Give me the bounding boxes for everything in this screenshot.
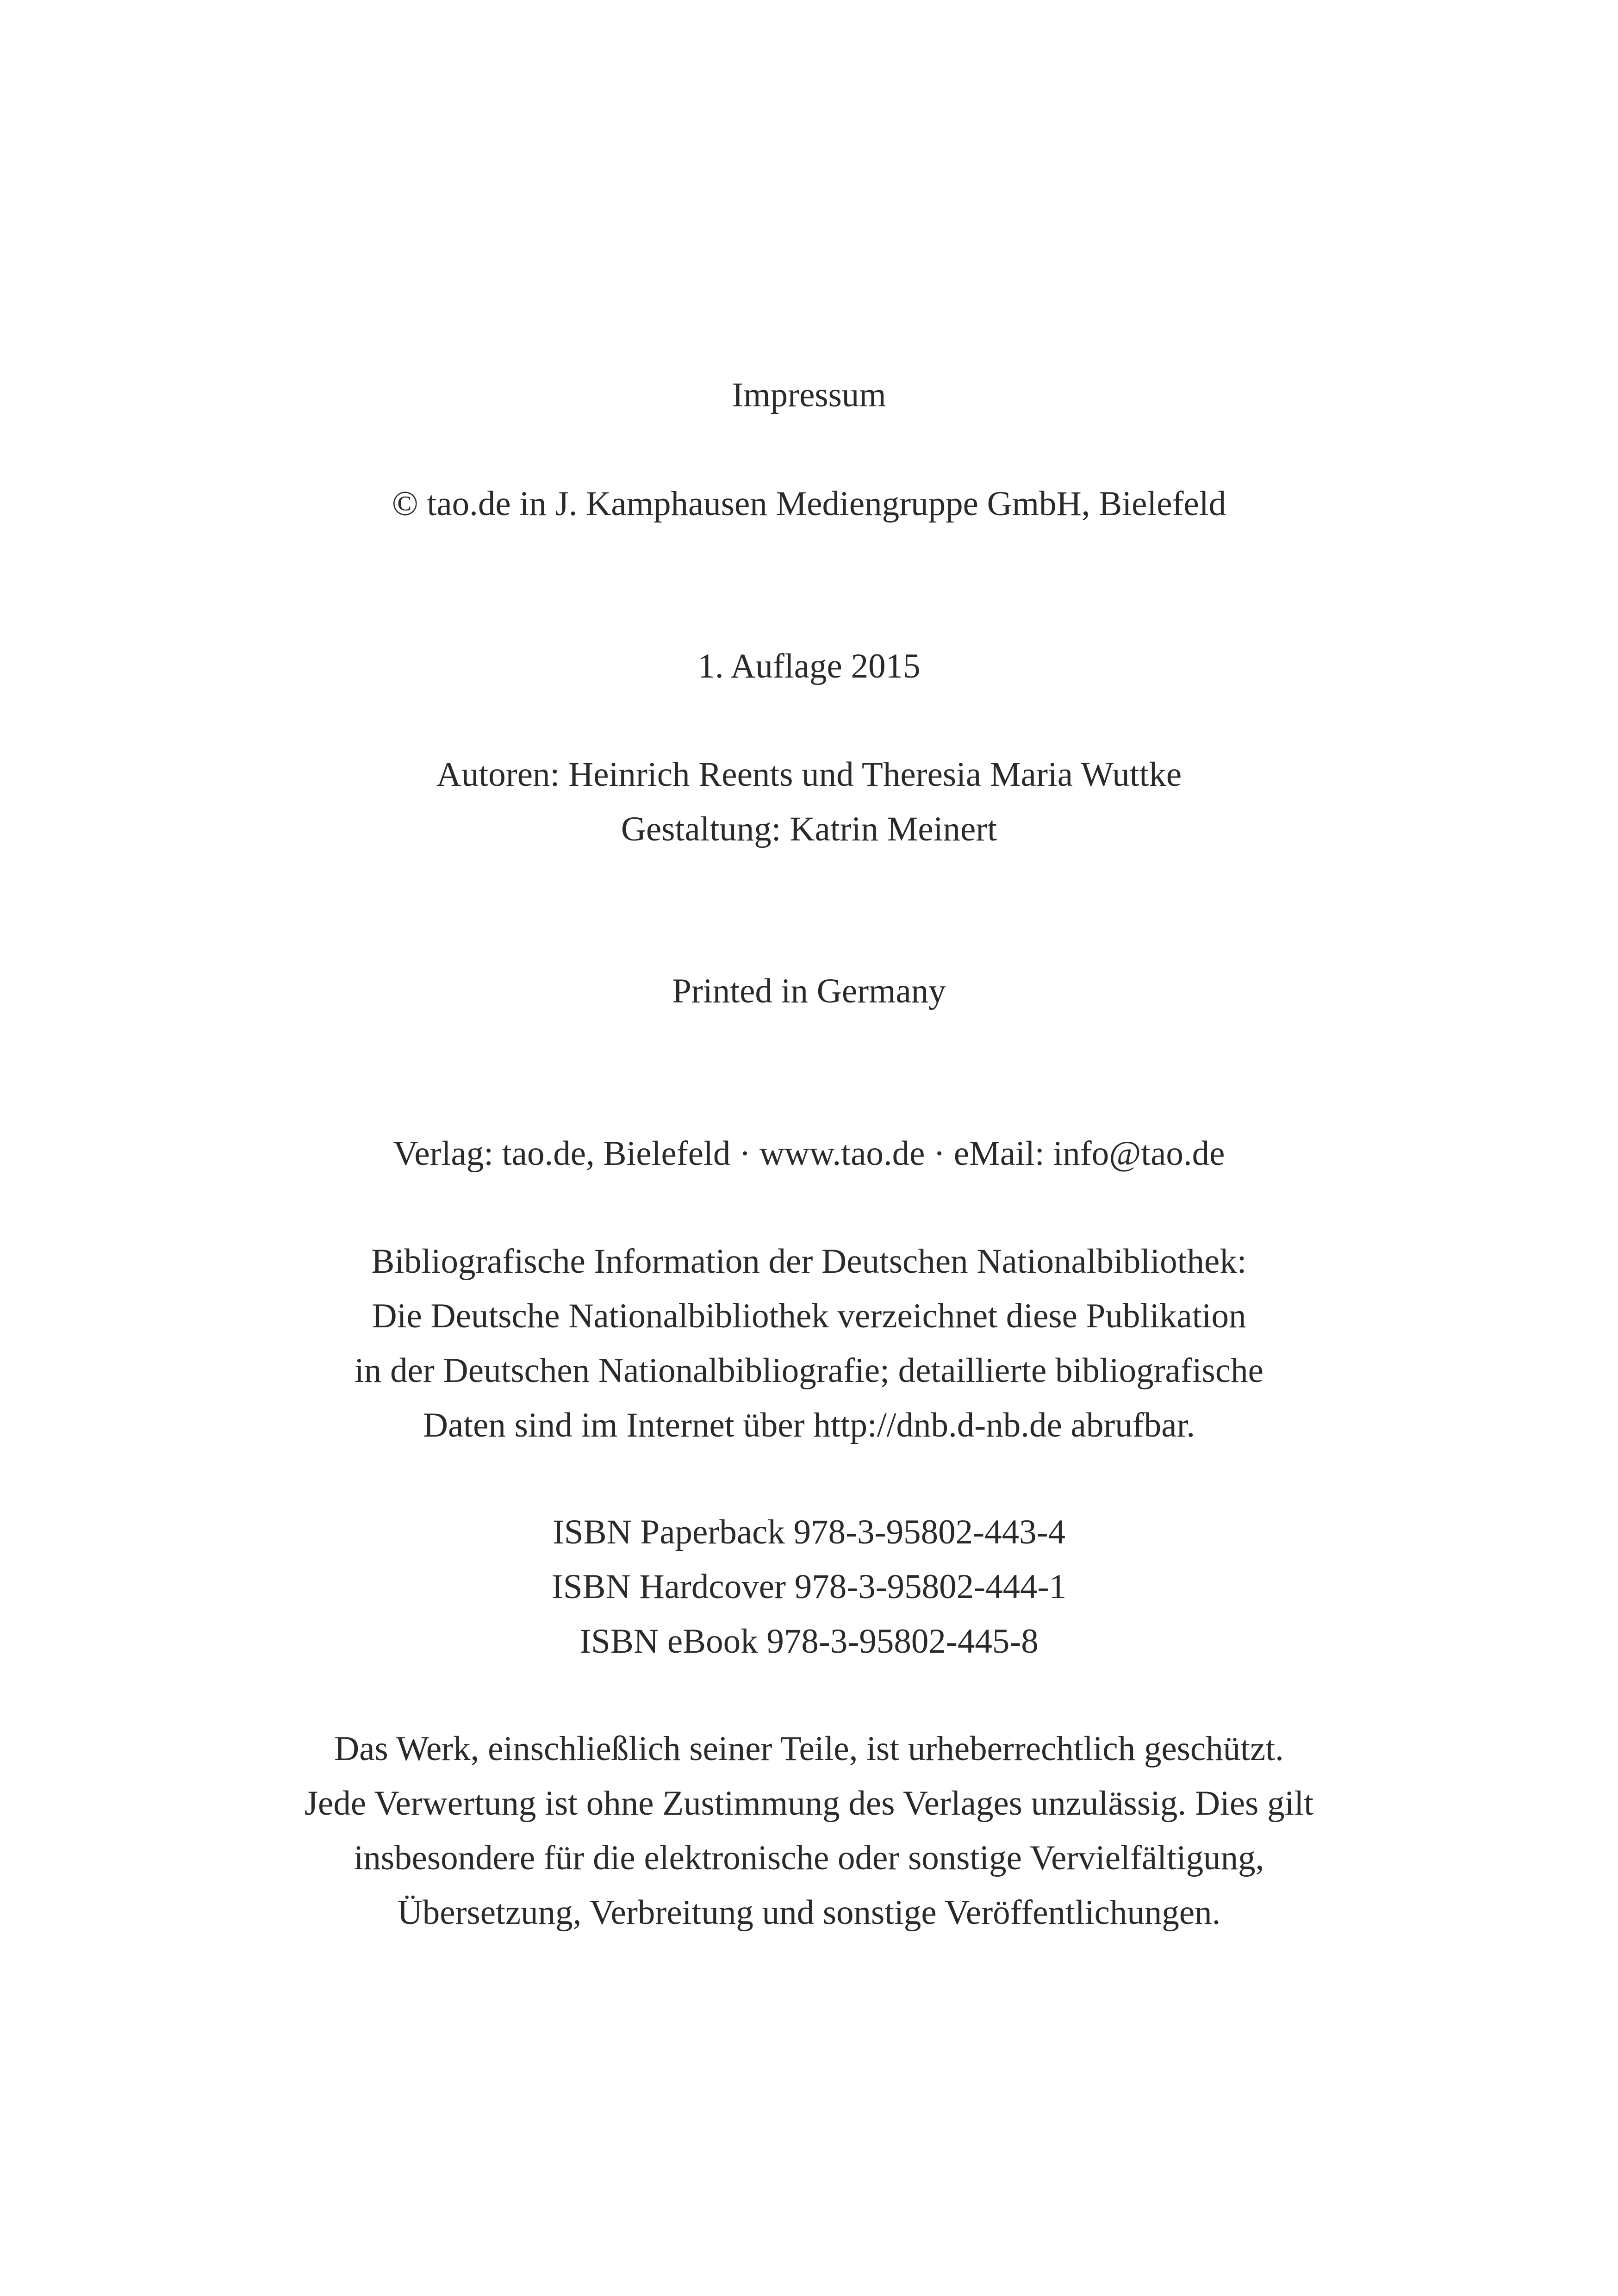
isbn-list xyxy=(0,1505,1618,1669)
copyright-line xyxy=(0,477,1618,531)
design-credit-text: Gestaltung: Katrin Meinert xyxy=(621,810,997,848)
credits-block xyxy=(0,747,1618,857)
isbn-paperback: ISBN Paperback 978-3-95802-443-4 xyxy=(552,1513,1066,1551)
bibliographic-line: Die Deutsche Nationalbibliothek verzeichnet diese Publikation xyxy=(372,1297,1246,1335)
imprint-heading-text: Impressum xyxy=(732,376,886,414)
isbn-hardcover: ISBN Hardcover 978-3-95802-444-1 xyxy=(551,1568,1067,1606)
copyright-text: © tao.de in J. Kamphausen Mediengruppe GmbH, Bielefeld xyxy=(392,485,1226,523)
copyright-notice-line: insbesondere für die elektronische oder sonstige Vervielfältigung, xyxy=(354,1839,1264,1877)
printed-in-text: Printed in Germany xyxy=(672,972,946,1010)
bibliographic-line: in der Deutschen Nationalbibliografie; detaillierte bibliografische xyxy=(355,1351,1263,1390)
copyright-notice-line: Das Werk, einschließlich seiner Teile, ist urheberrechtlich geschützt. xyxy=(334,1730,1284,1768)
publisher-line xyxy=(0,1126,1618,1181)
bibliographic-info xyxy=(0,1234,1618,1453)
authors-text: Autoren: Heinrich Reents und Theresia Maria Wuttke xyxy=(436,755,1182,794)
isbn-ebook: ISBN eBook 978-3-95802-445-8 xyxy=(579,1622,1039,1661)
edition-line xyxy=(0,639,1618,694)
printed-line xyxy=(0,964,1618,1019)
copyright-notice-line: Jede Verwertung ist ohne Zustimmung des Verlages unzulässig. Dies gilt xyxy=(304,1784,1314,1823)
copyright-notice xyxy=(0,1722,1618,1940)
bibliographic-line: Daten sind im Internet über http://dnb.d-nb.de abrufbar. xyxy=(423,1406,1195,1444)
edition-text: 1. Auflage 2015 xyxy=(697,647,921,685)
publisher-text: Verlag: tao.de, Bielefeld · www.tao.de · eMail: info@tao.de xyxy=(393,1134,1225,1173)
copyright-notice-line: Übersetzung, Verbreitung und sonstige Veröffentlichungen. xyxy=(397,1893,1221,1932)
bibliographic-line: Bibliografische Information der Deutschen Nationalbibliothek: xyxy=(371,1242,1247,1281)
imprint-heading xyxy=(0,368,1618,423)
